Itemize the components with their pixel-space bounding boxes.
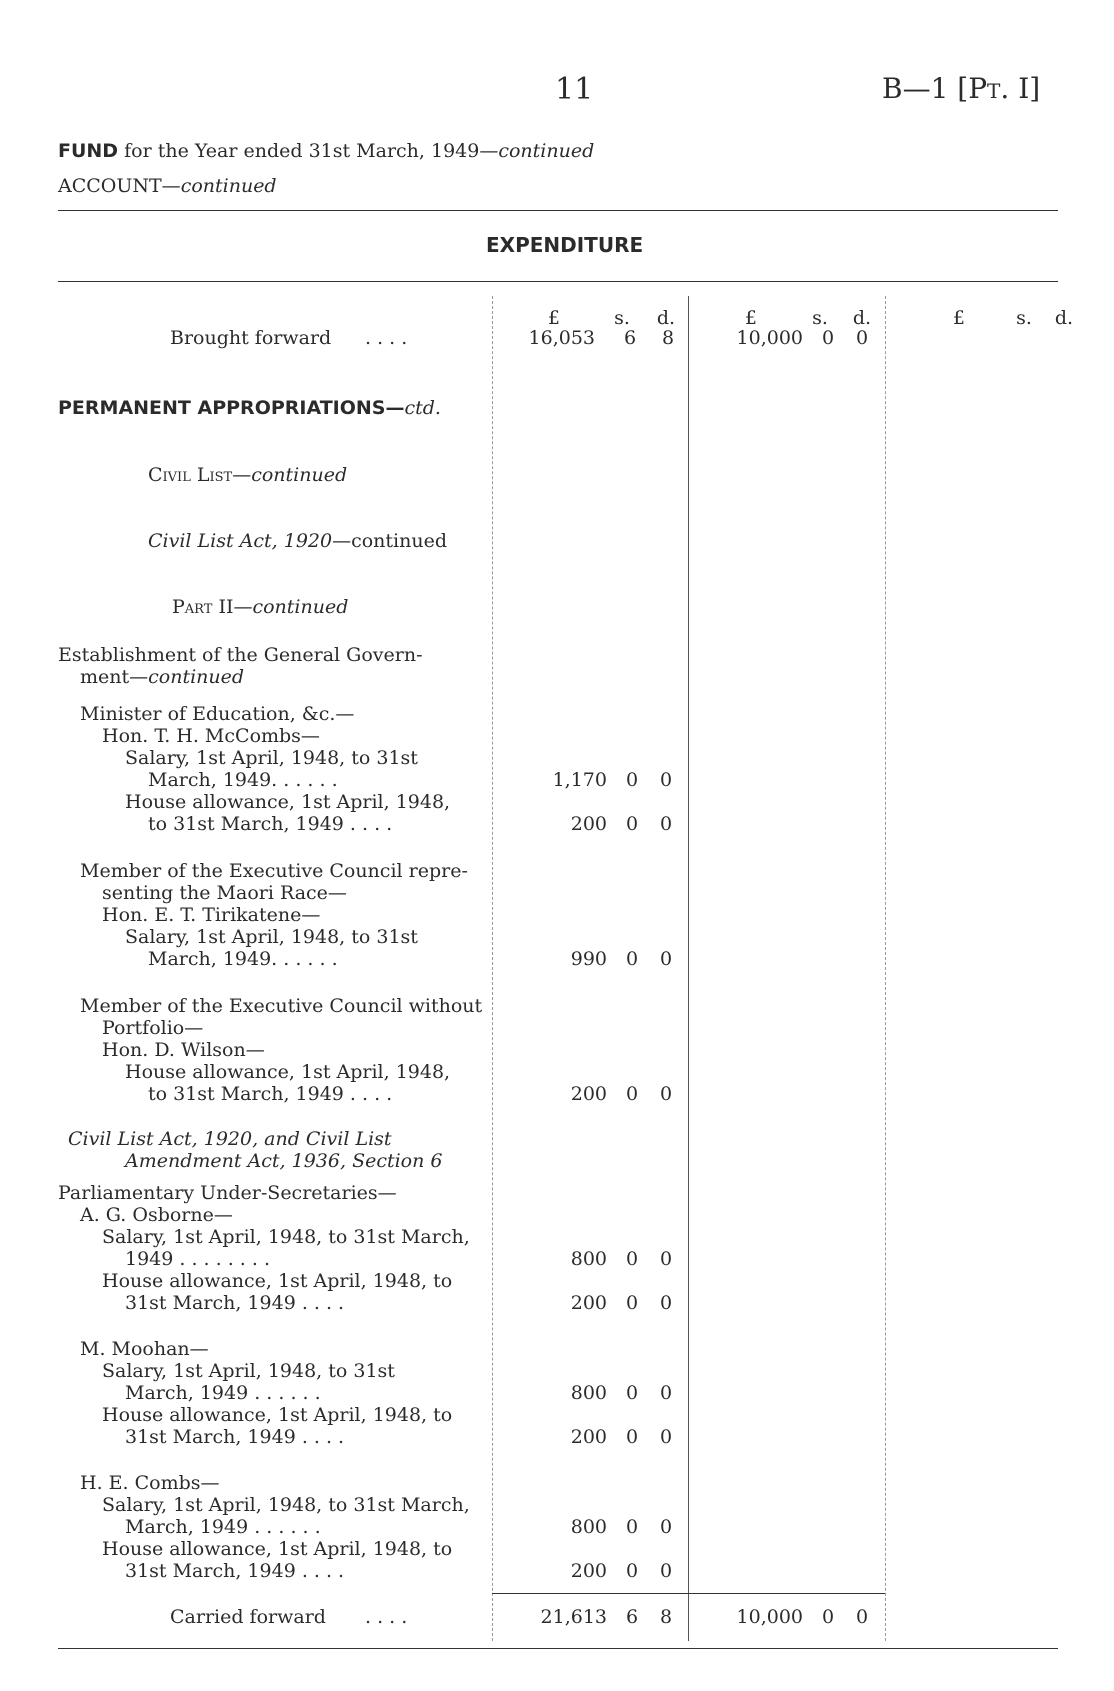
carried-forward-col2-shillings: 0	[821, 1606, 835, 1628]
brought-forward-col2-pence: 0	[855, 327, 869, 349]
brought-forward-col1-pounds: 16,053	[528, 327, 595, 349]
column-divider-1	[492, 296, 493, 1641]
brought-forward-col1-pence: 8	[661, 327, 675, 349]
moohan-line-3: March, 1949 . . . . . .	[125, 1382, 321, 1404]
osborne-line-5: 31st March, 1949 . . . .	[125, 1292, 345, 1314]
osborne-line-1: A. G. Osborne—	[80, 1204, 233, 1226]
education-house-pounds: 200	[570, 813, 607, 835]
brought-forward-dots: . . . .	[365, 327, 408, 349]
portfolio-line-3: Hon. D. Wilson—	[102, 1039, 265, 1061]
establishment-line-2-italic: continued	[148, 666, 245, 688]
col1-shilling-header: s.	[614, 307, 630, 329]
establishment-line-2-text: ment—	[80, 666, 149, 688]
column-divider-2	[688, 296, 689, 1641]
portfolio-line-5: to 31st March, 1949 . . . .	[148, 1083, 393, 1105]
education-line-4: March, 1949. . . . . .	[148, 769, 338, 791]
fund-heading	[58, 140, 594, 162]
maori-line-2: senting the Maori Race—	[102, 882, 347, 904]
document-reference: B—1 [Pt. I]	[882, 72, 1041, 105]
part-italic: continued	[252, 596, 349, 618]
maori-salary-pounds: 990	[570, 948, 607, 970]
col2-shilling-header: s.	[812, 307, 828, 329]
col3-pound-header: £	[952, 307, 965, 329]
osborne-salary-shillings: 0	[625, 1248, 639, 1270]
portfolio-line-1: Member of the Executive Council without	[80, 995, 483, 1017]
brought-forward-label: Brought forward	[170, 327, 332, 349]
account-heading	[58, 175, 277, 197]
col2-pence-header: d.	[852, 307, 872, 329]
education-salary-shillings: 0	[625, 769, 639, 791]
col2-pound-header: £	[744, 307, 757, 329]
amendment-act-line-1: Civil List Act, 1920, and Civil List	[68, 1128, 392, 1150]
portfolio-house-pence: 0	[659, 1083, 673, 1105]
permanent-appropriations-italic: ctd.	[404, 397, 441, 419]
total-rule-col2	[688, 1593, 885, 1594]
carried-forward-col1-shillings: 6	[625, 1606, 639, 1628]
section-rule	[58, 281, 1058, 282]
combs-line-4: House allowance, 1st April, 1948, to	[102, 1538, 453, 1560]
permanent-appropriations-text: PERMANENT APPROPRIATIONS—	[58, 397, 405, 419]
brought-forward-col1-shillings: 6	[623, 327, 637, 349]
permanent-appropriations-heading	[58, 397, 441, 419]
part-text: Part II—	[172, 596, 253, 618]
total-rule-col1	[492, 1593, 688, 1594]
combs-salary-pounds: 800	[570, 1516, 607, 1538]
brought-forward-col2-pounds: 10,000	[736, 327, 803, 349]
maori-line-5: March, 1949. . . . . .	[148, 948, 338, 970]
education-line-5: House allowance, 1st April, 1948,	[125, 791, 451, 813]
combs-house-shillings: 0	[625, 1560, 639, 1582]
account-heading-text: ACCOUNT—	[58, 175, 181, 197]
page-number: 11	[555, 72, 594, 107]
combs-salary-shillings: 0	[625, 1516, 639, 1538]
top-rule	[58, 210, 1058, 211]
combs-line-5: 31st March, 1949 . . . .	[125, 1560, 345, 1582]
column-divider-3	[885, 296, 886, 1641]
civil-list-heading	[148, 464, 347, 486]
civil-list-act-text: —continued	[332, 530, 448, 552]
account-heading-italic: continued	[180, 175, 277, 197]
fund-heading-italic: continued	[498, 140, 595, 162]
carried-forward-col2-pounds: 10,000	[736, 1606, 803, 1628]
combs-line-2: Salary, 1st April, 1948, to 31st March,	[102, 1494, 470, 1516]
fund-heading-bold: FUND	[58, 140, 119, 162]
moohan-line-2: Salary, 1st April, 1948, to 31st	[102, 1360, 395, 1382]
osborne-house-pounds: 200	[570, 1292, 607, 1314]
education-salary-pence: 0	[659, 769, 673, 791]
moohan-salary-pence: 0	[659, 1382, 673, 1404]
section-title: EXPENDITURE	[486, 233, 644, 257]
osborne-house-shillings: 0	[625, 1292, 639, 1314]
maori-salary-pence: 0	[659, 948, 673, 970]
moohan-salary-shillings: 0	[625, 1382, 639, 1404]
civil-list-text: Civil List—	[148, 464, 252, 486]
portfolio-line-2: Portfolio—	[102, 1017, 204, 1039]
col1-pound-header: £	[547, 307, 560, 329]
osborne-line-3: 1949 . . . . . . . .	[125, 1248, 270, 1270]
combs-salary-pence: 0	[659, 1516, 673, 1538]
carried-forward-label: Carried forward	[170, 1606, 326, 1628]
brought-forward-col2-shillings: 0	[821, 327, 835, 349]
under-secretaries-heading: Parliamentary Under-Secretaries—	[58, 1182, 397, 1204]
part-heading	[172, 596, 348, 618]
amendment-act-line-2: Amendment Act, 1936, Section 6	[125, 1150, 443, 1172]
civil-list-act-heading	[148, 530, 447, 552]
moohan-line-5: 31st March, 1949 . . . .	[125, 1426, 345, 1448]
education-line-2: Hon. T. H. McCombs—	[102, 725, 320, 747]
moohan-house-pence: 0	[659, 1426, 673, 1448]
moohan-line-4: House allowance, 1st April, 1948, to	[102, 1404, 453, 1426]
fund-heading-text: for the Year ended 31st March, 1949—	[124, 140, 499, 162]
civil-list-italic: continued	[251, 464, 348, 486]
carried-forward-dots: . . . .	[365, 1606, 408, 1628]
moohan-salary-pounds: 800	[570, 1382, 607, 1404]
osborne-line-2: Salary, 1st April, 1948, to 31st March,	[102, 1226, 470, 1248]
combs-house-pounds: 200	[570, 1560, 607, 1582]
education-house-shillings: 0	[625, 813, 639, 835]
osborne-house-pence: 0	[659, 1292, 673, 1314]
moohan-house-shillings: 0	[625, 1426, 639, 1448]
combs-house-pence: 0	[659, 1560, 673, 1582]
portfolio-house-pounds: 200	[570, 1083, 607, 1105]
bottom-rule	[58, 1648, 1058, 1649]
education-house-pence: 0	[659, 813, 673, 835]
osborne-line-4: House allowance, 1st April, 1948, to	[102, 1270, 453, 1292]
moohan-house-pounds: 200	[570, 1426, 607, 1448]
col3-pence-header: d.	[1054, 307, 1074, 329]
maori-line-4: Salary, 1st April, 1948, to 31st	[125, 926, 418, 948]
establishment-line-2	[80, 666, 244, 688]
maori-line-3: Hon. E. T. Tirikatene—	[102, 904, 321, 926]
carried-forward-col1-pounds: 21,613	[540, 1606, 607, 1628]
carried-forward-col1-pence: 8	[659, 1606, 673, 1628]
osborne-salary-pounds: 800	[570, 1248, 607, 1270]
education-salary-pounds: 1,170	[552, 769, 607, 791]
carried-forward-col2-pence: 0	[855, 1606, 869, 1628]
col3-shilling-header: s.	[1016, 307, 1032, 329]
portfolio-house-shillings: 0	[625, 1083, 639, 1105]
moohan-line-1: M. Moohan—	[80, 1338, 209, 1360]
combs-line-1: H. E. Combs—	[80, 1472, 220, 1494]
osborne-salary-pence: 0	[659, 1248, 673, 1270]
maori-salary-shillings: 0	[625, 948, 639, 970]
education-line-1: Minister of Education, &c.—	[80, 703, 355, 725]
portfolio-line-4: House allowance, 1st April, 1948,	[125, 1061, 451, 1083]
civil-list-act-italic: Civil List Act, 1920	[148, 530, 333, 552]
education-line-6: to 31st March, 1949 . . . .	[148, 813, 393, 835]
combs-line-3: March, 1949 . . . . . .	[125, 1516, 321, 1538]
establishment-line-1: Establishment of the General Govern-	[58, 644, 423, 666]
education-line-3: Salary, 1st April, 1948, to 31st	[125, 747, 418, 769]
maori-line-1: Member of the Executive Council repre-	[80, 860, 468, 882]
col1-pence-header: d.	[656, 307, 676, 329]
